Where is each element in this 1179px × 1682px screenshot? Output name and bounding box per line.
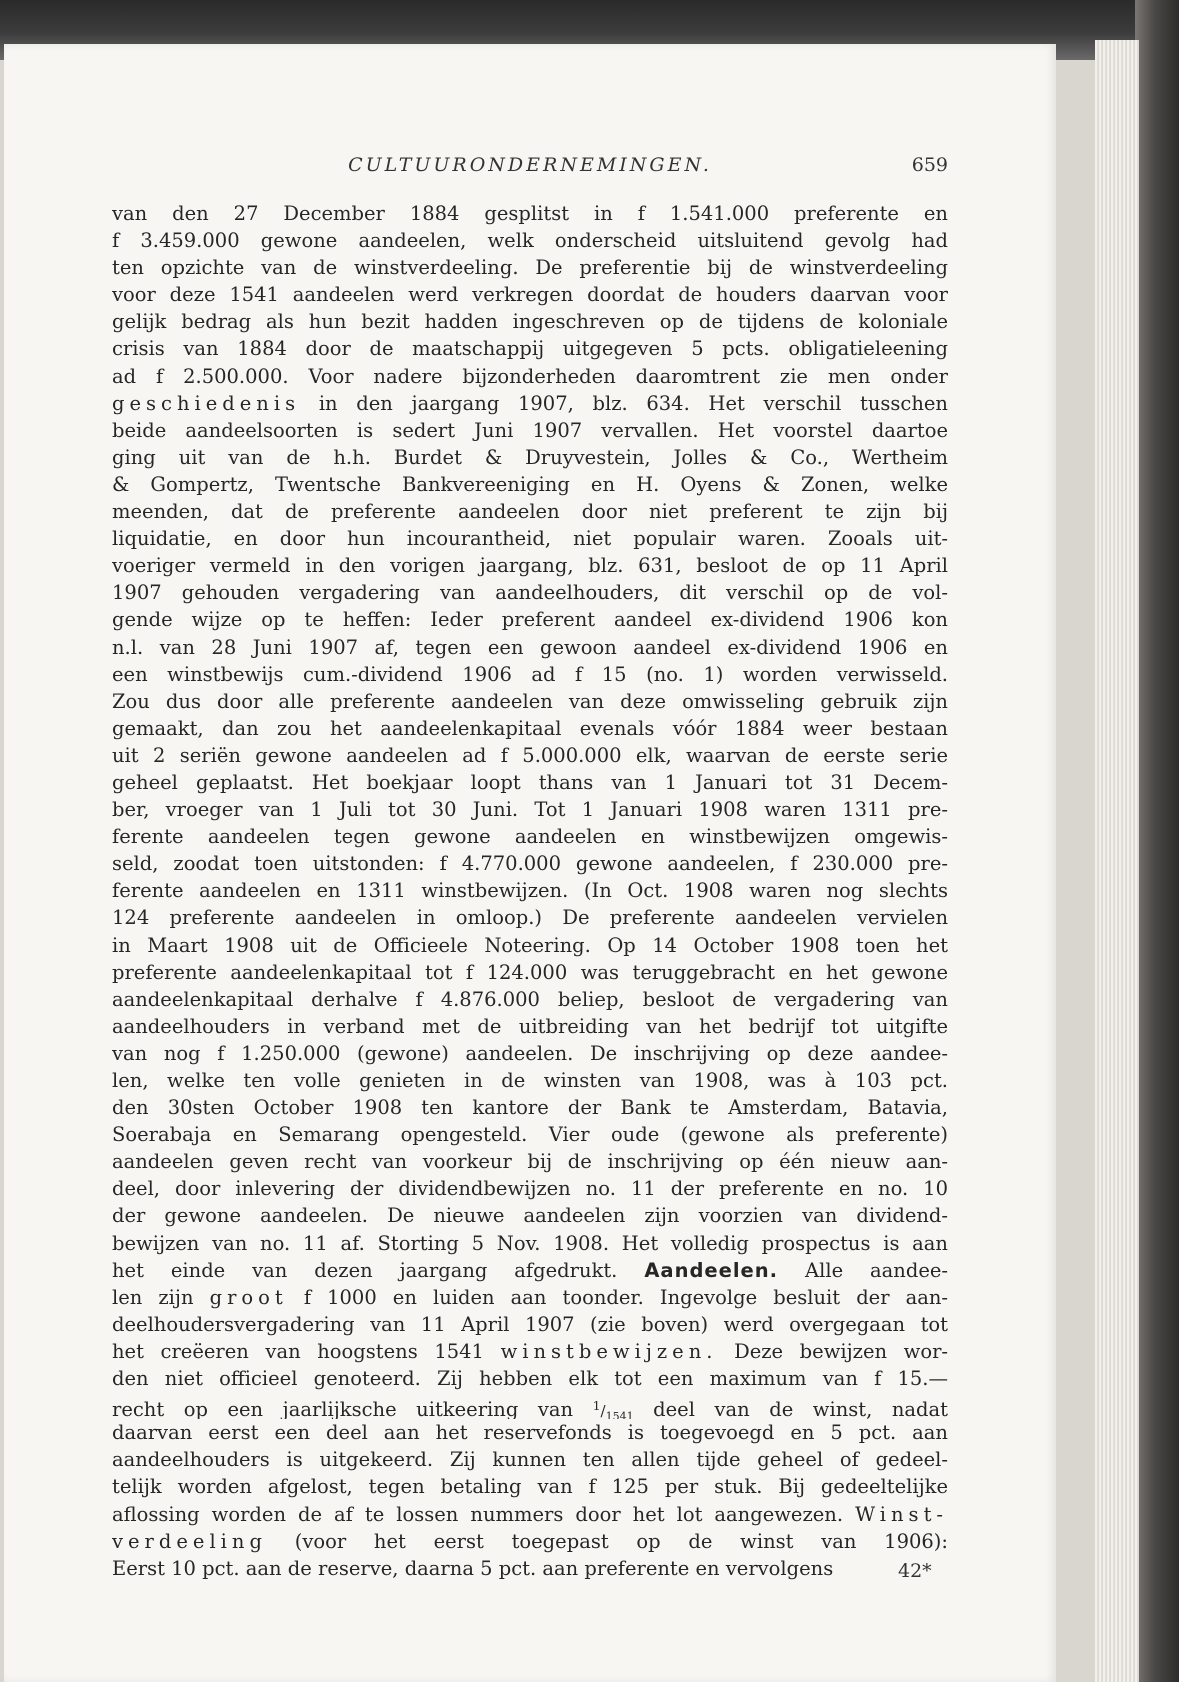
text-line: telijk worden afgelost, tegen betaling van f 125 per stuk. Bij gedeeltelijke (112, 1475, 948, 1499)
text-line: gelijk bedrag als hun bezit hadden ingeschreven op de tijdens de koloniale (112, 310, 948, 334)
text-line: daarvan eerst een deel aan het reservefonds is toegevoegd en 5 pct. aan (112, 1421, 948, 1445)
text-fragment: deel van de winst, nadat (653, 1398, 948, 1420)
text-line (112, 1501, 948, 1528)
text-line: meenden, dat de preferente aandeelen door niet preferent te zijn bij (112, 500, 948, 524)
body-text (112, 200, 948, 1582)
text-line: den niet officieel genoteerd. Zij hebben elk tot een maximum van f 15.— (112, 1367, 948, 1391)
spaced-term: winstbewijzen. (500, 1339, 718, 1363)
text-line: aandeelenkapitaal derhalve f 4.876.000 beliep, besloot de vergadering van (112, 987, 948, 1011)
text-line: gemaakt, dan zou het aandeelenkapitaal evenals vóór 1884 weer bestaan (112, 716, 948, 740)
text-line: voor deze 1541 aandeelen werd verkregen doordat de houders daarvan voor (112, 283, 948, 307)
spaced-term: verdeeling (112, 1529, 267, 1553)
text-line: beide aandeelsoorten is sedert Juni 1907 vervallen. Het voorstel daartoe (112, 418, 948, 442)
text-line: aandeelen geven recht van voorkeur bij de inschrijving op één nieuw aan- (112, 1150, 948, 1174)
text-line: deelhoudersvergadering van 11 April 1907 (zie boven) werd overgegaan tot (112, 1312, 948, 1336)
text-line: ber, vroeger van 1 Juli tot 30 Juni. Tot 1 Januari 1908 waren 1311 pre- (112, 798, 948, 822)
text-line: aandeelhouders is uitgekeerd. Zij kunnen ten allen tijde geheel of gedeel- (112, 1448, 948, 1472)
text-line: len, welke ten volle genieten in de winsten van 1908, was à 103 pct. (112, 1069, 948, 1092)
text-line: crisis van 1884 door de maatschappij uitgegeven 5 pcts. obligatieleening (112, 337, 948, 361)
text-line: voeriger vermeld in den vorigen jaargang, blz. 631, besloot de op 11 April (112, 554, 948, 578)
text-line: ten opzichte van de winstverdeeling. De preferentie bij de winstverdeeling (112, 256, 948, 280)
text-fragment: Deze bewijzen wor- (734, 1339, 948, 1363)
text-line: ad f 2.500.000. Voor nadere bijzonderheden daaromtrent zie men onder (112, 364, 948, 388)
text-line: f 3.459.000 gewone aandeelen, welk onderscheid uitsluitend gevolg had (112, 229, 948, 253)
text-line: van nog f 1.250.000 (gewone) aandeelen. De inschrijving op deze aandee- (112, 1041, 948, 1065)
fraction: $^1/_{1541}$ (593, 1402, 634, 1419)
text-line: een winstbewijs cum.-dividend 1906 ad f 15 (no. 1) worden verwisseld. (112, 662, 948, 686)
spaced-term: geschiedenis (112, 391, 301, 415)
text-line: geheel geplaatst. Het boekjaar loopt thans van 1 Januari tot 31 Decem- (112, 770, 948, 794)
text-line: aandeelhouders in verband met de uitbreiding van het bedrijf tot uitgifte (112, 1014, 948, 1038)
text-line: den 30sten October 1908 ten kantore der Bank te Amsterdam, Batavia, (112, 1096, 948, 1120)
text-line: ging uit van de h.h. Burdet & Druyvestein, Jolles & Co., Wertheim (112, 445, 948, 469)
text-line (112, 390, 948, 417)
section-heading-aandeelen: Aandeelen. (644, 1258, 779, 1282)
text-line: van den 27 December 1884 gesplitst in f 1.541.000 preferente en (112, 202, 948, 225)
text-line (112, 1338, 948, 1365)
text-line: uit 2 seriën gewone aandeelen ad f 5.000.000 elk, waarvan de eerste serie (112, 743, 948, 767)
text-line: ferente aandeelen en 1311 winstbewijzen. (In Oct. 1908 waren nog slechts (112, 879, 948, 903)
text-line: Zou dus door alle preferente aandeelen van deze omwisseling gebruik zijn (112, 689, 948, 713)
signature-mark: 42* (898, 1560, 932, 1582)
text-fragment: aflossing worden de af te lossen nummers door het lot aangewezen. (112, 1502, 844, 1526)
text-line: in Maart 1908 uit de Officieele Noteering. Op 14 October 1908 toen het (112, 933, 948, 957)
text-line: deel, door inlevering der dividendbewijzen no. 11 der preferente en no. 10 (112, 1177, 948, 1201)
text-fragment: het creëeren van hoogstens 1541 (112, 1339, 484, 1363)
book-binding-right (1135, 0, 1179, 1682)
text-line (112, 1284, 948, 1311)
text-line (112, 1257, 948, 1284)
text-line: seld, zoodat toen uitstonden: f 4.770.000 gewone aandeelen, f 230.000 pre- (112, 852, 948, 876)
text-fragment: (voor het eerst toegepast op de winst van 1906): (294, 1529, 948, 1553)
fraction-numerator: 1 (592, 1398, 601, 1414)
text-fragment: recht op een jaarlijksche uitkeering van (112, 1398, 574, 1420)
fraction-denominator: 1541 (605, 1410, 634, 1420)
text-line: Eerst 10 pct. aan de reserve, daarna 5 pct. aan preferente en vervolgens (112, 1556, 834, 1580)
text-line: n.l. van 28 Juni 1907 af, tegen een gewoon aandeel ex-dividend 1906 en (112, 635, 948, 659)
spaced-term: groot (209, 1285, 288, 1309)
text-line: Soerabaja en Semarang opengesteld. Vier oude (gewone als preferente) (112, 1123, 948, 1147)
text-line: ferente aandeelen tegen gewone aandeelen en winstbewijzen omgewis- (112, 825, 948, 849)
text-fragment: in den jaargang 1907, blz. 634. Het verschil tusschen (318, 391, 948, 415)
spaced-term: Winst- (855, 1502, 948, 1526)
text-line: liquidatie, en door hun incourantheid, niet populair waren. Zooals uit- (112, 527, 948, 551)
text-line (112, 1392, 948, 1419)
text-fragment: het einde van dezen jaargang afgedrukt. (112, 1258, 618, 1282)
text-line: preferente aandeelenkapitaal tot f 124.000 was teruggebracht en het gewone (112, 960, 948, 984)
text-line: 124 preferente aandeelen in omloop.) De preferente aandeelen vervielen (112, 906, 948, 930)
text-line: & Gompertz, Twentsche Bankvereeniging en H. Oyens & Zonen, welke (112, 472, 948, 496)
text-line: der gewone aandeelen. De nieuwe aandeelen zijn voorzien van dividend- (112, 1204, 948, 1228)
running-head: CULTUURONDERNEMINGEN. (348, 154, 712, 176)
page-header (112, 154, 948, 182)
text-fragment: Alle aandee- (805, 1258, 948, 1282)
text-line (112, 1528, 948, 1555)
text-line: gende wijze op te heffen: Ieder preferent aandeel ex-dividend 1906 kon (112, 608, 948, 632)
text-line: 1907 gehouden vergadering van aandeelhouders, dit verschil op de vol- (112, 581, 948, 605)
text-fragment: len zijn (112, 1285, 194, 1309)
text-line: bewijzen van no. 11 af. Storting 5 Nov. 1908. Het volledig prospectus is aan (112, 1231, 948, 1255)
page-edges (1095, 40, 1139, 1682)
page-number: 659 (911, 154, 948, 176)
text-fragment: f 1000 en luiden aan toonder. Ingevolge besluit der aan- (303, 1285, 948, 1309)
